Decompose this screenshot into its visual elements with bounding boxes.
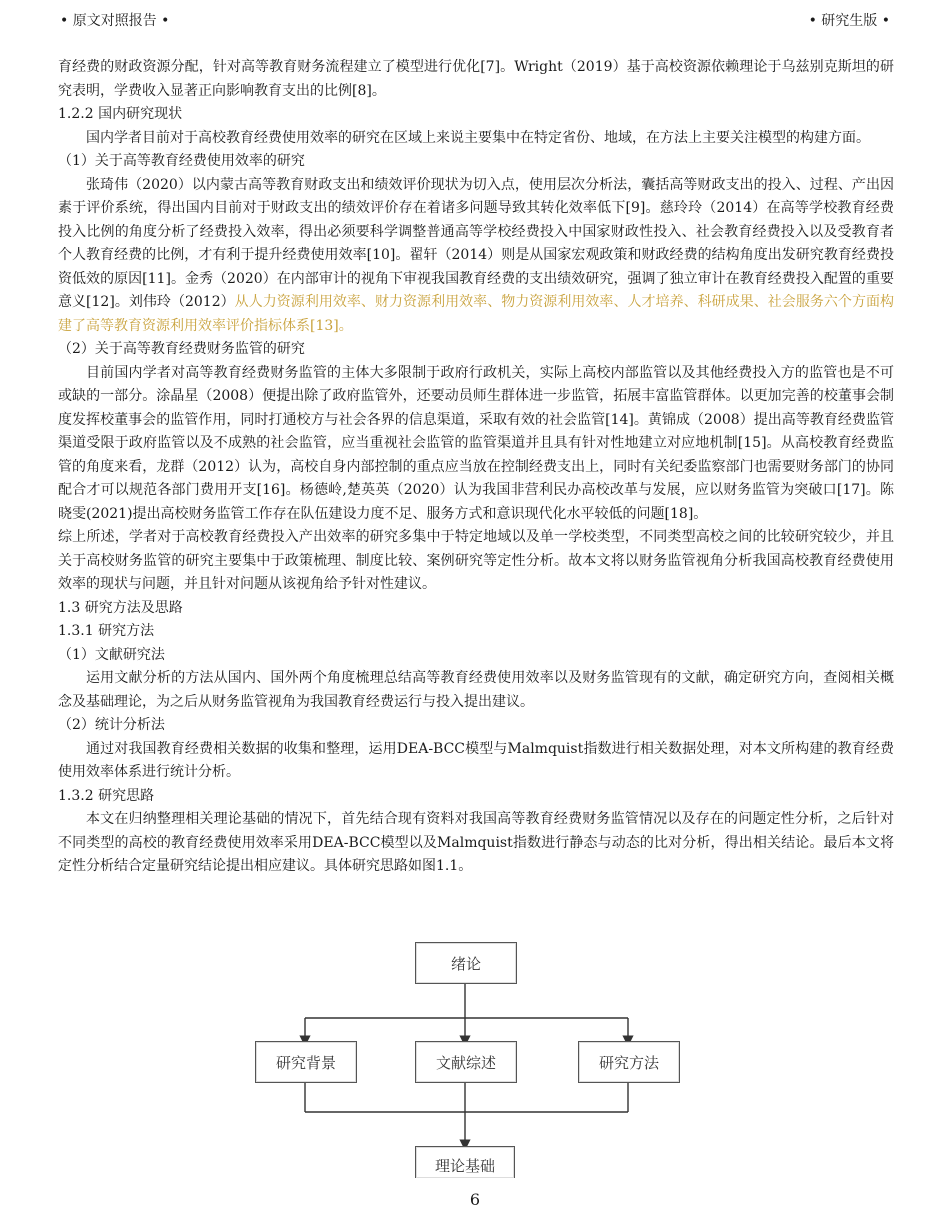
header-left-label: • 原文对照报告 • [60, 13, 170, 29]
section-heading: 1.3.1 研究方法 [58, 623, 155, 639]
highlighted-text: 从人力资源利用效率、财力资源利用效率、物力资源利用效率、人才培养、科研成果、社会服务六个方面构建了高等教育资源利用效率评价指标体系[13]。 [58, 294, 895, 334]
section-heading: 1.3.2 研究思路 [58, 787, 155, 804]
paragraph: 运用文献分析的方法从国内、国外两个角度梳理总结高等教育经费使用效率以及财务监管现有的文献，确定研究方向，查阅相关概念及基础理论，为之后从财务监管视角为我国教育经费运行与投入提出建议。 [58, 670, 894, 710]
subsection-heading: （2）统计分析法 [58, 717, 165, 733]
paragraph: 通过对我国教育经费相关数据的收集和整理，运用DEA-BCC模型与Malmquist指数进行相关数据处理，对本文所构建的教育经费使用效率体系进行统计分析。 [58, 740, 894, 780]
flow-box-theory: 理论基础 [415, 1146, 515, 1178]
subsection-heading: （1）关于高等教育经费使用效率的研究 [58, 153, 305, 169]
flow-box-methods: 研究方法 [578, 1041, 680, 1083]
paragraph: 目前国内学者对高等教育经费财务监管的主体大多限制于政府行政机关，实际上高校内部监管以及其他经费投入方的监管也是不可或缺的一部分。涂晶星（2008）便提出除了政府监管外，还要动员师生群体进一步监管，拓展丰富监管群体。以更加完善的校董事会制度发挥校董事会的监管作用，同时打通校方与社会各界的信息渠道，采取有效的社会监管[14]。黄锦成（2008）提出高等教育经费监管渠道受限于政府监管以及不成熟的社会监管，应当重视社会监管的监管渠道并且具有针对性地建立对应地机制[15]。从高校教育经费监管的角度来看，龙群（2012）认为，高校自身内部控制的重点应当放在控制经费支出上，同时有关纪委监察部门也需要财务部门的协同配合才可以规范各部门费用开支[16]。杨德岭,楚英英（2020）认为我国非营利民办高校改革与发展，应以财务监管为突破口[17]。陈晓雯(2021)提出高校财务监管工作存在队伍建设力度不足、服务方式和意识现代化水平较低的问题[18]。 [58, 364, 894, 522]
research-flowchart [250, 940, 700, 1178]
paragraph [58, 174, 894, 339]
paragraph: 综上所述，学者对于高校教育经费投入产出效率的研究多集中于特定地域以及单一学校类型，不同类型高校之间的比较研究较少，并且关于高校财务监管的研究主要集中于政策梳理、制度比较、案例研究等定性分析。故本文将以财务监管视角分析我国高校教育经费使用效率的现状与问题，并且针对问题从该视角给予针对性建议。 [58, 529, 894, 592]
paragraph: 本文在归纳整理相关理论基础的情况下，首先结合现有资料对我国高等教育经费财务监管情况以及存在的问题定性分析，之后针对不同类型的高校的教育经费使用效率采用DEA-BCC模型以及Malmquist指数进行静态与动态的比对分析，得出相关结论。最后本文将定性分析结合定量研究结论提出相应建议。具体研究思路如图1.1。 [58, 811, 894, 874]
flow-box-intro: 绪论 [415, 942, 517, 984]
body-text [58, 56, 894, 879]
paragraph: 国内学者目前对于高校教育经费使用效率的研究在区域上来说主要集中在特定省份、地域，在方法上主要关注模型的构建方面。 [86, 129, 870, 146]
page-number: 6 [469, 1190, 481, 1209]
flow-box-literature: 文献综述 [415, 1041, 517, 1083]
subsection-heading: （1）文献研究法 [58, 646, 165, 663]
section-heading: 1.3 研究方法及思路 [58, 599, 183, 616]
paragraph-text: 张琦伟（2020）以内蒙古高等教育财政支出和绩效评价现状为切入点，使用层次分析法，囊括高等财政支出的投入、过程、产出因素于评价系统，得出国内目前对于财政支出的绩效评价存在着诸多问题导致其转化效率低下[9]。慈玲玲（2014）在高等学校教育经费投入比例的角度分析了经费投入效率，得出必须要科学调整普通高等学校经费投入中国家财政性投入、社会教育经费投入以及受教育者个人教育经费的比例，才有利于提升经费使用效率[10]。翟轩（2014）则是从国家宏观政策和财政经费的结构角度出发研究教育经费投资低效的原因[11]。金秀（2020）在内部审计的视角下审视我国教育经费的支出绩效研究，强调了独立审计在教育经费投入配置的重要意义[12]。刘伟玲（2012） [58, 176, 894, 310]
paragraph: 育经费的财政资源分配，针对高等教育财务流程建立了模型进行优化[7]。Wright（2019）基于高校资源依赖理论于乌兹别克斯坦的研究表明，学费收入显著正向影响教育支出的比例[8]。 [58, 59, 894, 99]
header-right-label: • 研究生版 • [808, 13, 890, 29]
page-header [0, 10, 950, 34]
flow-box-background: 研究背景 [255, 1041, 357, 1083]
section-heading: 1.2.2 国内研究现状 [58, 106, 183, 122]
subsection-heading: （2）关于高等教育经费财务监管的研究 [58, 341, 305, 357]
